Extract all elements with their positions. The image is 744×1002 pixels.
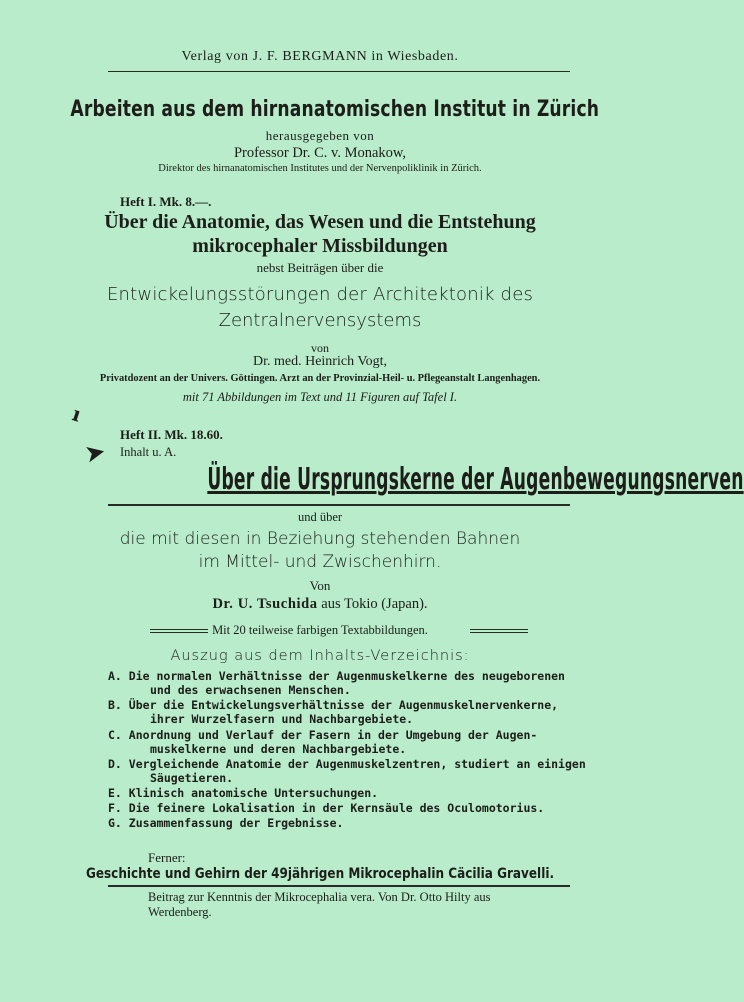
heft2-author: Dr. U. Tsuchida [212, 596, 318, 612]
toc-item-d: D. Vergleichende Anatomie der Augenmuskelzentren, studiert an einigen [108, 757, 586, 771]
toc-heading: Auszug aus dem Inhalts-Verzeichnis: [170, 648, 470, 664]
series-title: Arbeiten aus dem hirnanatomischen Institut in Zürich [70, 97, 600, 122]
heft2-label: Heft II. Mk. 18.60. [120, 427, 223, 442]
toc-item-a-cont: und des erwachsenen Menschen. [150, 683, 351, 697]
heft2-author-line [0, 596, 640, 613]
further-note-line1: Beitrag zur Kenntnis der Mikrocephalia vera. Von Dr. Otto Hilty aus [148, 890, 491, 904]
heft1-title-line2: mikrocephaler Missbildungen [192, 235, 448, 257]
heft1-illustrations: mit 71 Abbildungen im Text und 11 Figuren auf Tafel I. [182, 390, 458, 404]
toc-item-b: B. Über die Entwickelungsverhältnisse der Augenmuskelnervenkerne, [108, 698, 559, 712]
heft1-author-role: Privatdozent an der Univers. Göttingen. Arzt an der Provinzial-Heil- u. Pflegeanstalt Langenhagen. [99, 373, 541, 384]
toc-item-f: F. Die feinere Lokalisation in der Kernsäule des Oculomotorius. [108, 801, 545, 815]
heft2-author-origin: aus Tokio (Japan). [321, 596, 428, 612]
editor-role: Direktor des hirnanatomischen Institutes und der Nervenpoliklinik in Zürich. [158, 163, 482, 174]
toc-item-d-cont: Säugetieren. [150, 771, 234, 785]
heft2-by: Von [309, 578, 331, 593]
toc-item-c: C. Anordnung und Verlauf der Fasern in der Umgebung der Augen- [108, 728, 538, 742]
further-note-line2: Werdenberg. [148, 905, 212, 919]
heft1-topic-line2: Zentralnervensystems [218, 310, 422, 331]
heft1-author: Dr. med. Heinrich Vogt, [252, 354, 388, 369]
heft2-title-rule [108, 504, 570, 506]
heft2-contents-note: Inhalt u. A. [120, 445, 177, 459]
heft1-by: von [311, 341, 329, 355]
heft2-topic-line2: im Mittel- und Zwischenhirn. [198, 552, 442, 572]
further-title-rule [108, 885, 570, 887]
heft2-and-about: und über [297, 510, 343, 524]
further-title: Geschichte und Gehirn der 49jährigen Mikrocephalin Cäcilia Gravelli. [85, 866, 555, 882]
header-rule [108, 71, 570, 72]
heft2-title: Über die Ursprungskerne der Augenbewegungsnerven [207, 462, 744, 497]
illustrations-right-rule [470, 629, 528, 633]
heft1-title-line1: Über die Anatomie, das Wesen und die Entstehung [104, 211, 536, 233]
heft1-topic-line1: Entwickelungsstörungen der Architektonik des [106, 284, 534, 305]
editor-name: Professor Dr. C. v. Monakow, [233, 145, 407, 161]
toc-item-a: A. Die normalen Verhältnisse der Augenmuskelkerne des neugeborenen [108, 669, 565, 683]
pencil-tick-icon: ı [69, 401, 85, 427]
further-label: Ferner: [148, 850, 186, 865]
editor-intro: herausgegeben von [265, 128, 375, 143]
heft2-illustrations: Mit 20 teilweise farbigen Textabbildungen. [212, 623, 428, 637]
toc-item-c-cont: muskelkerne und deren Nachbargebiete. [150, 742, 407, 756]
toc-item-g: G. Zusammenfassung der Ergebnisse. [108, 816, 344, 830]
pencil-arrow-icon: ➤ [83, 438, 107, 468]
heft1-label: Heft I. Mk. 8.—. [120, 194, 212, 209]
publisher-line: Verlag von J. F. BERGMANN in Wiesbaden. [181, 49, 459, 64]
toc-item-b-cont: ihrer Wurzelfasern und Nachbargebiete. [150, 712, 414, 726]
toc-item-e: E. Klinisch anatomische Untersuchungen. [108, 786, 379, 800]
heft1-subtitle: nebst Beiträgen über die [256, 260, 384, 275]
heft2-topic-line1: die mit diesen in Beziehung stehenden Bahnen [119, 529, 521, 549]
